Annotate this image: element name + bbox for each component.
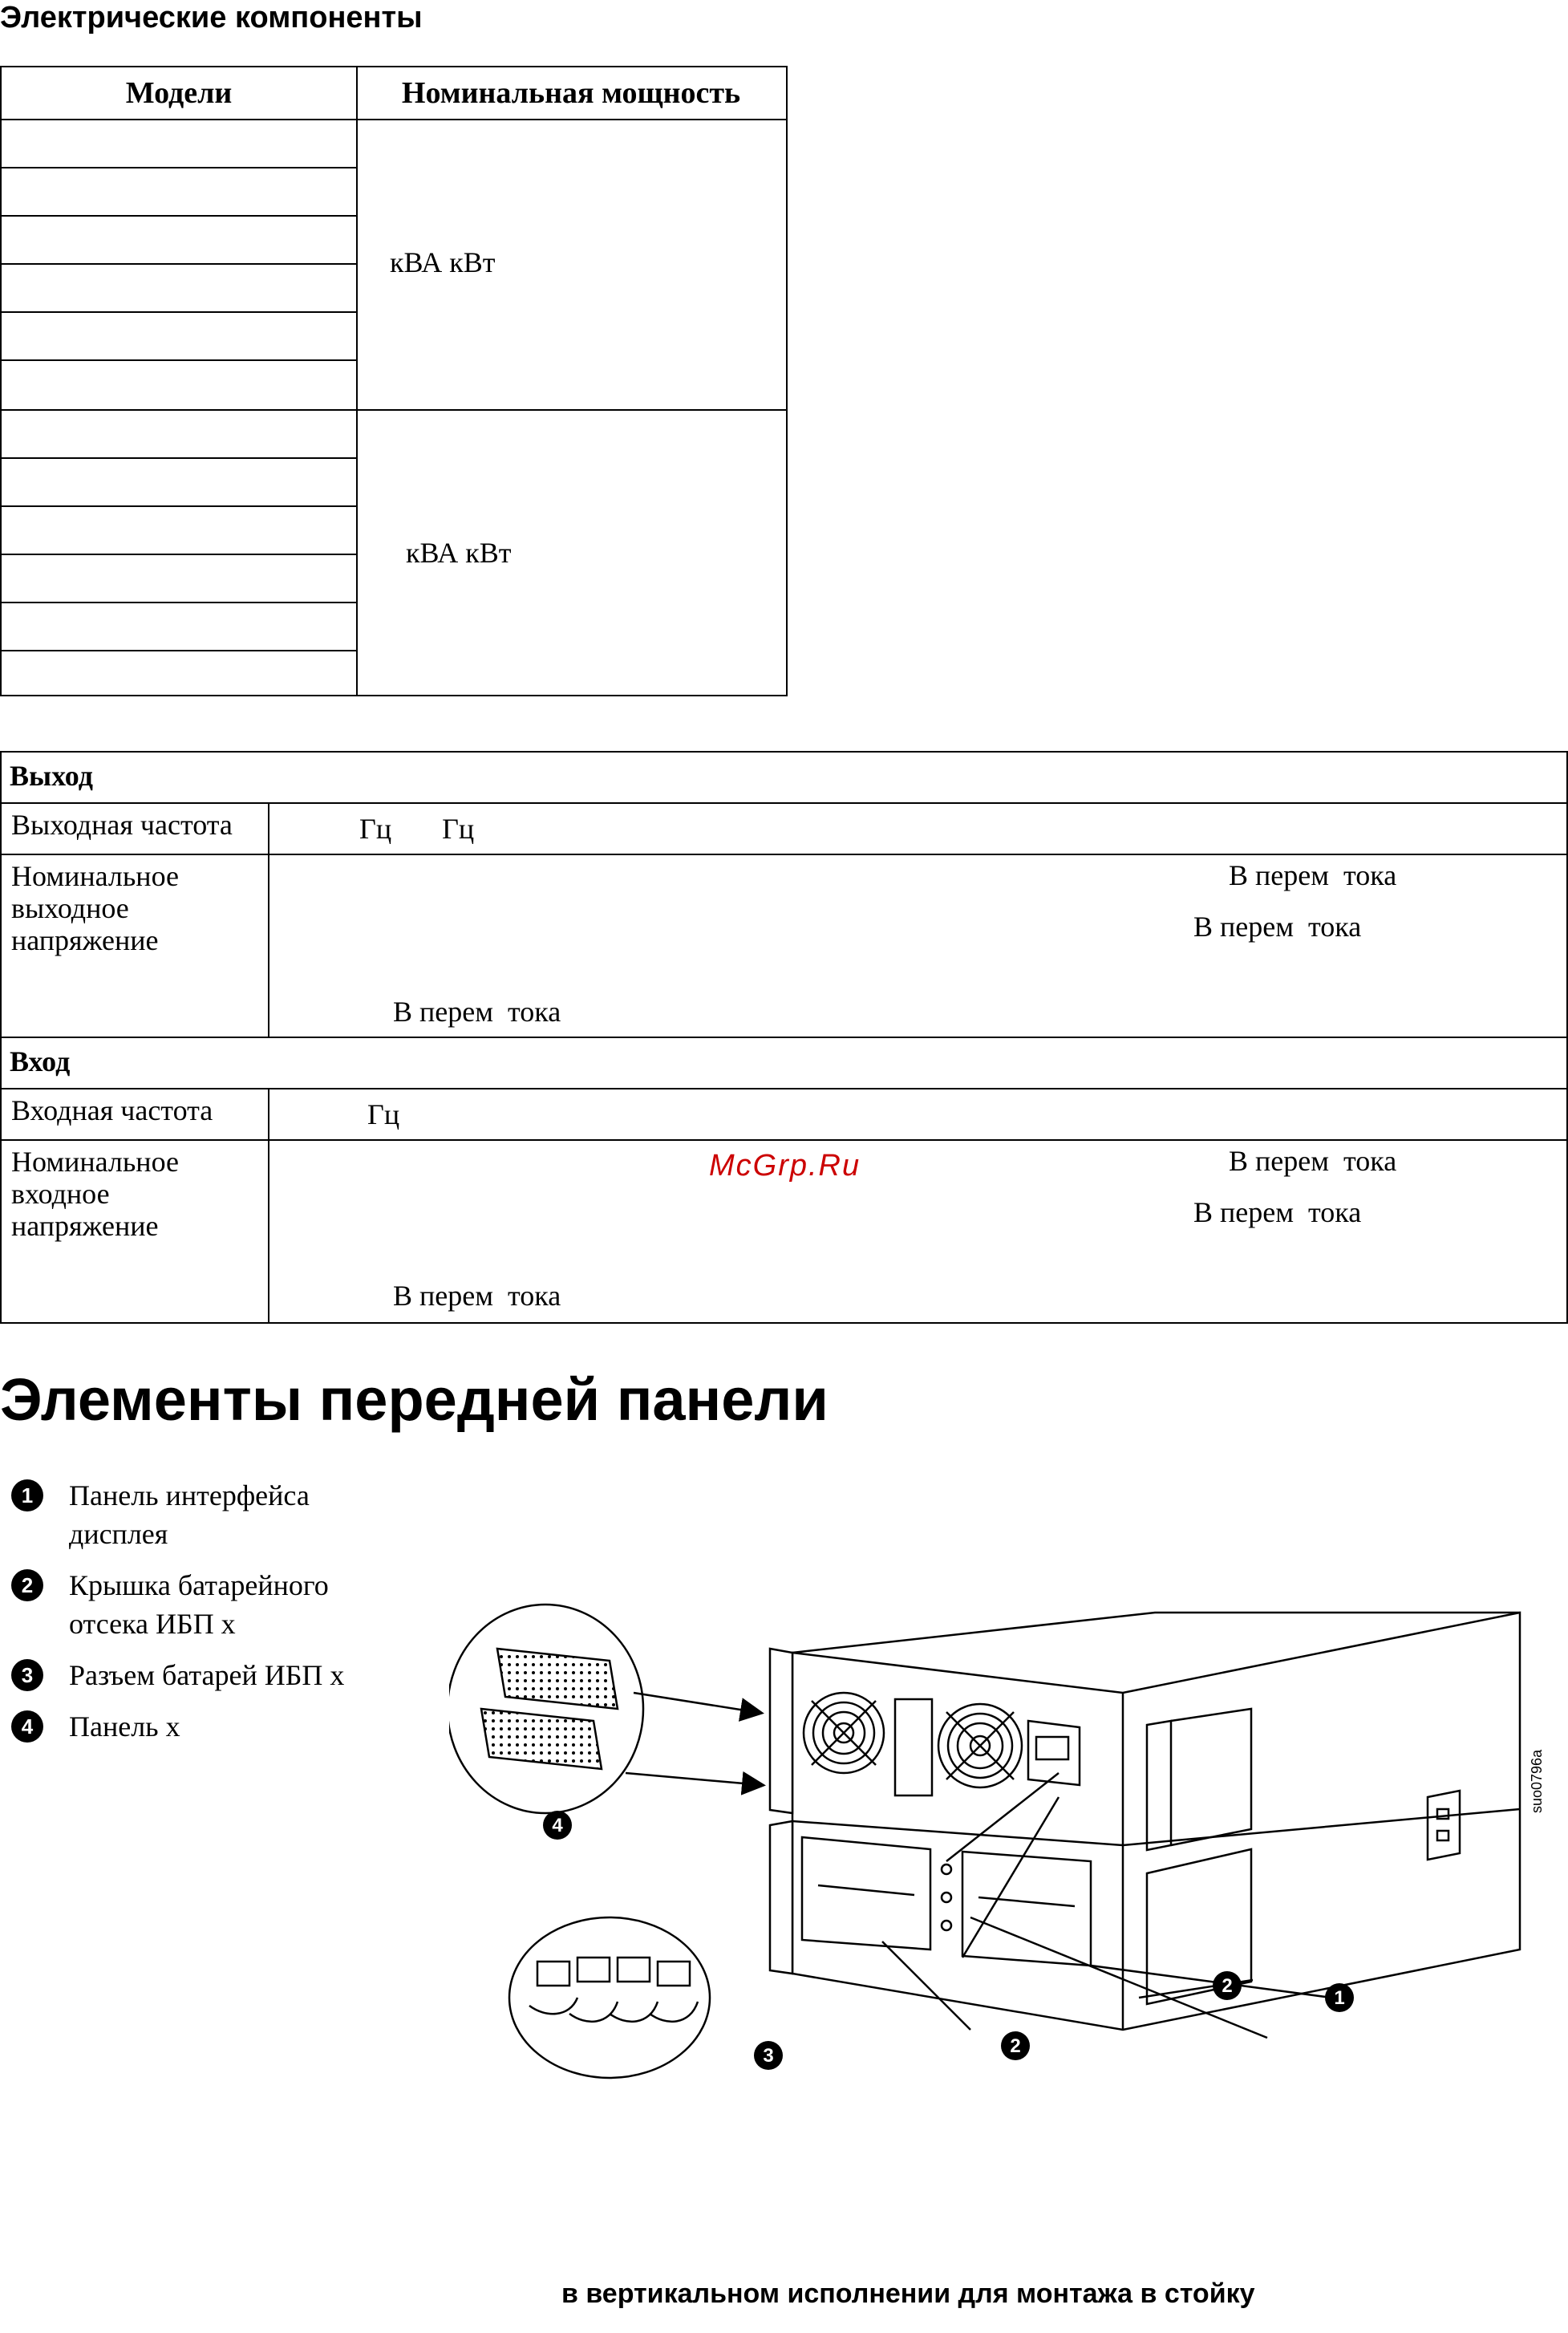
callout-badge: 1 (11, 1479, 43, 1511)
output-frequency-row (2, 804, 1566, 855)
callout-badge: 4 (11, 1710, 43, 1743)
legend-item-1 (11, 1476, 406, 1553)
output-voltage-value-3: В перем тока (393, 996, 561, 1028)
legend-text: Разъем батарей ИБП x (69, 1659, 345, 1691)
input-voltage-label: Номинальное входное напряжение (2, 1141, 269, 1322)
callout-2b: 2 (1010, 2035, 1021, 2057)
models-table (0, 66, 788, 696)
legend-item-2 (11, 1566, 406, 1643)
diagram-code: suo0796a (1529, 1749, 1545, 1813)
output-voltage-row (2, 855, 1566, 1038)
bezel-panels-inset (449, 1605, 762, 1813)
output-section-row (2, 753, 1566, 804)
input-voltage-value-2: В перем тока (1193, 1196, 1362, 1228)
input-frequency-label: Входная частота (2, 1089, 269, 1139)
legend-text: Панель интерфейса дисплея (69, 1479, 310, 1550)
input-frequency-row (2, 1089, 1566, 1141)
callout-badge: 3 (11, 1659, 43, 1691)
power-group-1: кВА кВт (390, 246, 496, 278)
section-title-front-panel: Элементы передней панели (0, 1366, 829, 1433)
callout-2a: 2 (1222, 1975, 1233, 1997)
input-section-label: Вход (10, 1045, 71, 1077)
legend-text: Крышка батарейного отсека ИБП x (69, 1569, 329, 1640)
ups-front-panel-diagram (449, 1580, 1568, 2110)
output-voltage-value-1: В перем тока (1229, 859, 1397, 891)
callout-1: 1 (1334, 1987, 1345, 2009)
callout-badge: 2 (11, 1569, 43, 1601)
output-voltage-label: Номинальное выходное напряжение (2, 855, 269, 1037)
output-frequency-label: Выходная частота (2, 804, 269, 854)
input-voltage-value-3: В перем тока (393, 1280, 561, 1312)
output-voltage-value-2: В перем тока (1193, 911, 1362, 943)
specs-table (0, 751, 1568, 1324)
column-header-models: Модели (2, 67, 356, 120)
callout-4: 4 (552, 1815, 563, 1836)
legend-item-3 (11, 1656, 406, 1694)
input-section-row (2, 1038, 1566, 1089)
input-voltage-value-1: В перем тока (1229, 1145, 1397, 1177)
footer-caption: в вертикальном исполнении для монтажа в стойку (561, 2278, 1255, 2309)
legend-text: Панель x (69, 1710, 180, 1743)
legend-item-4 (11, 1707, 406, 1746)
input-frequency-value: Гц (367, 1098, 400, 1130)
column-header-power: Номинальная мощность (356, 67, 786, 120)
callout-3: 3 (763, 2045, 774, 2067)
output-frequency-value: Гц Гц (359, 813, 475, 845)
output-section-label: Выход (10, 760, 93, 792)
ups-chassis (770, 1613, 1520, 2030)
section-title-electrical: Электрические компоненты (0, 1, 423, 34)
watermark: McGrp.Ru (709, 1149, 861, 1183)
power-group-2: кВА кВт (406, 537, 512, 569)
battery-connectors-inset (509, 1917, 710, 2078)
